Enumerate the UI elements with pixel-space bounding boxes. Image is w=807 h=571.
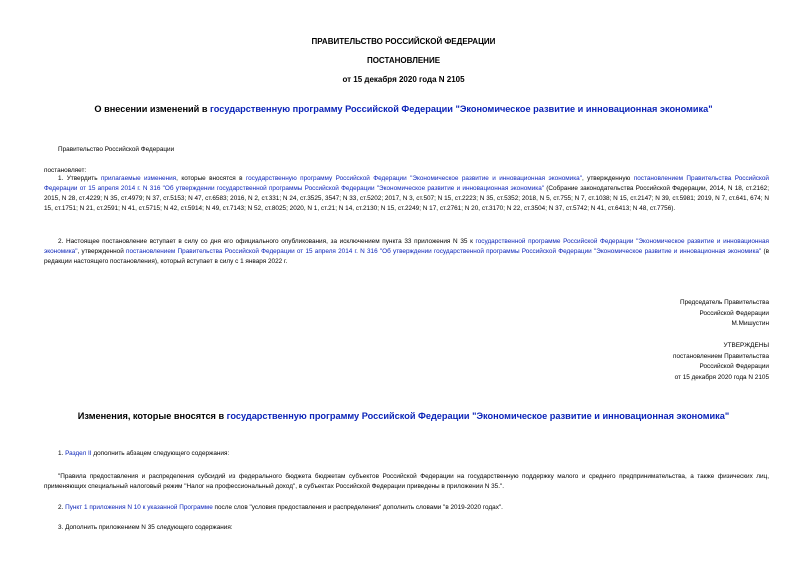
changes-title-prefix: Изменения, которые вносятся в bbox=[77, 411, 227, 421]
signature-position: Председатель Правительства bbox=[680, 299, 769, 306]
approved-block bbox=[673, 341, 769, 383]
resolution-316-link[interactable]: постановлением Правительства Российской Федерации от 15 апреля 2014 г. N 316 "Об утверждении государственной программы Российской Федерации "Экономическое развитие и инновационная экономика" bbox=[44, 175, 769, 193]
government-heading: ПРАВИТЕЛЬСТВО РОССИЙСКОЙ ФЕДЕРАЦИИ bbox=[311, 37, 496, 46]
approved-label: УТВЕРЖДЕНЫ bbox=[723, 342, 769, 349]
paragraph-2 bbox=[44, 237, 769, 267]
program-link-p2[interactable]: государственной программе Российской Федерации "Экономическое развитие и инновационная экономика" bbox=[44, 238, 769, 256]
decree-date-number: от 15 декабря 2020 года N 2105 bbox=[342, 75, 465, 84]
program-link-p1[interactable]: государственную программу Российской Федерации "Экономическое развитие и инновационная экономика" bbox=[245, 175, 583, 182]
approved-date: от 15 декабря 2020 года N 2105 bbox=[674, 373, 769, 381]
change-1-text: дополнить абзацем следующего содержания: bbox=[91, 450, 230, 457]
signature-block bbox=[680, 298, 769, 330]
approved-country: Российской Федерации bbox=[699, 363, 769, 370]
decree-type: ПОСТАНОВЛЕНИЕ bbox=[366, 56, 441, 65]
section-ii-link[interactable]: Раздел II bbox=[65, 450, 92, 457]
paragraph-1 bbox=[44, 174, 769, 214]
changes-title bbox=[0, 411, 807, 421]
change-2-text: после слов "условия предоставления и распределения" дополнить словами "в 2019-2020 годах". bbox=[212, 504, 503, 511]
p2-text-2: , утвержденной bbox=[77, 248, 127, 256]
p1-text-2: , которые вносятся в bbox=[176, 175, 246, 182]
annex-10-link[interactable]: Пункт 1 приложения N 10 к указанной Программе bbox=[65, 504, 213, 511]
program-link[interactable]: государственную программу Российской Федерации "Экономическое развитие и инновационная экономика" bbox=[210, 104, 713, 114]
signature-country: Российской Федерации bbox=[699, 309, 769, 317]
decides-text: постановляет: bbox=[44, 167, 87, 174]
change-2-num: 2. bbox=[58, 504, 66, 511]
p1-text-3: , утвержденную bbox=[582, 175, 634, 182]
signature-name: М.Мишустин bbox=[731, 320, 769, 327]
approved-by: постановлением Правительства bbox=[673, 352, 769, 360]
change-2 bbox=[58, 503, 503, 513]
quoted-paragraph: "Правила предоставления и распределения субсидий из федерального бюджета бюджетам субъектов Российской Федерации на государственную поддержку малого и среднего предпринимательства, а также физических лиц, применяющих специальный налоговый режим "Налог на профессиональный доход", в субъектах Российской Федерации приведены в приложении N 35.". bbox=[44, 473, 769, 491]
government-name: Правительство Российской Федерации bbox=[58, 146, 175, 153]
p1-text-1: 1. Утвердить bbox=[58, 175, 101, 182]
p2-text-3: (в редакции настоящего постановления), который вступает в силу с 1 января 2022 г. bbox=[44, 248, 769, 266]
change-1-num: 1. bbox=[58, 450, 66, 457]
approved-changes-link[interactable]: прилагаемые изменения bbox=[100, 175, 177, 182]
p1-text-4: (Собрание законодательства Российской Федерации, 2014, N 18, ст.2162; 2015, N 28, ст.4229; N 35, ст.4979; N 37, ст.5153; N 47, ст.6583; 2016, N 2, ст.331; N 24, ст.3525, 3547; N 33, ст.5202; 2017, N 3, ст.507; N 15, ст.2223; N 35, ст.5352; 2018, N 5, ст.755; N 7, ст.1038; N 15, ст.2147; N 39, ст.5981; 2019, N 7, ст.641, 674; N 15, ст.1751; N 21, ст.2591; N 41, ст.5715; N 42, ст.5914; N 49, ст.7143; N 52, ст.8025; 2020, N 1, ст.21; N 14, ст.2130; N 15, ст.2249; N 17, ст.2761; N 20, ст.3170; N 22, ст.3504; N 37, ст.5742; N 41, ст.6413; N 48, ст.7756). bbox=[44, 185, 769, 213]
program-link-changes[interactable]: государственную программу Российской Федерации "Экономическое развитие и инновационная экономика" bbox=[226, 411, 730, 421]
decree-title bbox=[0, 104, 807, 114]
change-1 bbox=[58, 449, 229, 459]
decree-title-prefix: О внесении изменений в bbox=[94, 104, 211, 114]
change-3: 3. Дополнить приложением N 35 следующего содержания: bbox=[58, 524, 233, 531]
resolution-316-link-p2[interactable]: постановлением Правительства Российской Федерации от 15 апреля 2014 г. N 316 "Об утверждении государственной программы Российской Федерации "Экономическое развитие и инновационная экономика" bbox=[126, 248, 762, 256]
p2-text-1: 2. Настоящее постановление вступает в силу со дня его официального опубликования, за исключением пункта 33 приложения N 35 к bbox=[58, 238, 476, 245]
